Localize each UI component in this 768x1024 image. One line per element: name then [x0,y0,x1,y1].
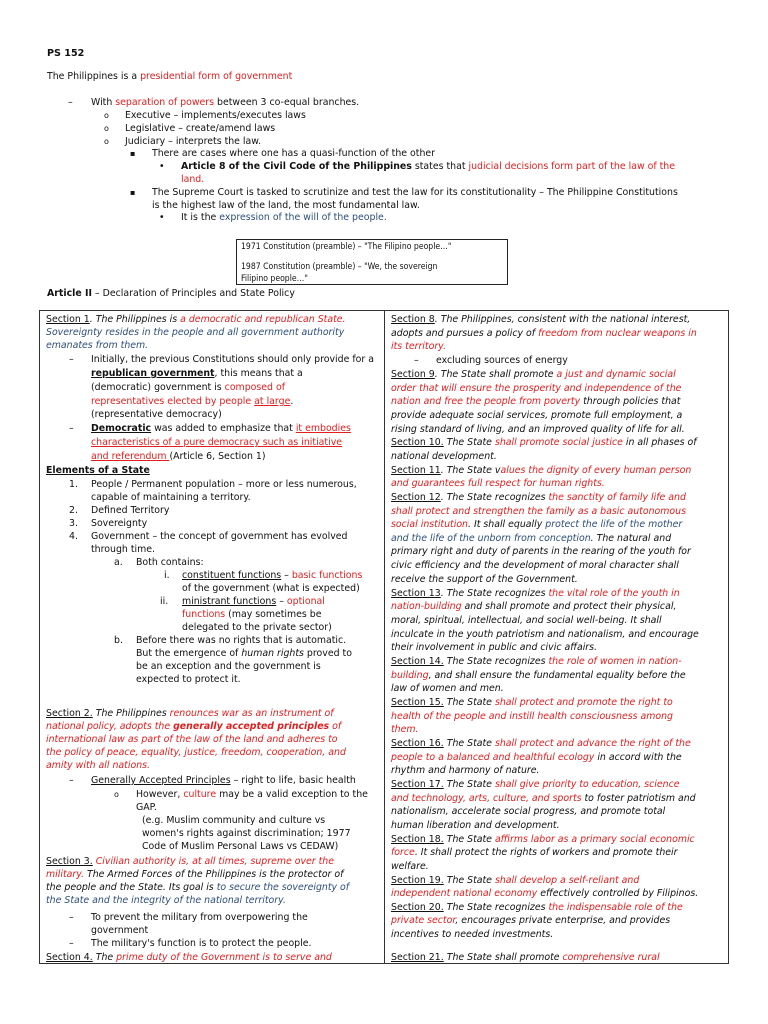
section-9-line-3 [391,395,680,409]
section-17-line-2 [391,792,696,806]
section-15-line-2: health of the people and instill health consciousness among [391,711,673,722]
section-15-line-1 [391,696,673,710]
section-21-text: The State shall promote [443,952,563,963]
element-4-line-2: through time. [91,544,155,555]
ministrant-line-3: delegated to the private sector) [182,622,332,633]
list-letter: a. [114,557,123,568]
section-9-through: through policies that [580,396,681,407]
section-18-line-2 [391,846,678,860]
section-15-text: The State [443,697,495,708]
unborn-from-conception: and the life of the unborn from conception [391,533,591,544]
shall-equally: . It shall equally [468,519,546,530]
element-3: Sovereignty [91,518,148,529]
section-12-heading: Section 12 [391,492,441,503]
article-number: Article II [47,288,92,299]
section-9-highlight: a just and dynamic social [556,369,676,380]
rights-emergence: But the emergence of [136,648,242,659]
section-18-heading: Section 18. [391,834,444,845]
section-13-line-2 [391,600,676,614]
section-14-line-2 [391,669,686,683]
section-18-line-3: welfare. [391,861,429,872]
section-16-highlight: shall protect and advance the right of the [494,738,691,749]
article-8-highlight-cont: land. [181,174,205,185]
section-8-text: . The Philippines, consistent with the national interest, [434,314,691,325]
section-13-line-4: inculcate in the youth patriotism and nationalism, and encourage [391,629,699,640]
section-2-heading: Section 2. [46,708,93,719]
foster-patriotism: to foster patriotism and [581,793,696,804]
expression-item [181,211,387,225]
healthful-ecology: people to a balanced and healthful ecology [391,752,595,763]
initially-line-1: Initially, the previous Constitutions should only provide for a [91,354,374,365]
section-14-line-1 [391,655,682,669]
section-12-line-7: receive the support of the Government. [391,574,578,585]
dash-bullet: – [69,775,74,786]
section-16-line-2 [391,751,682,765]
section-18-line-1 [391,833,695,847]
may-sometimes: (may sometimes be [225,609,322,620]
supreme-court-line-1: The Supreme Court is tasked to scrutinize and test the law for its constitutionality – The Philippine Constitutions [152,187,678,198]
circle-bullet: o [104,137,109,146]
dash-bullet: – [68,97,73,108]
constituent-functions: constituent functions [182,570,282,581]
quasi-function-item: There are cases where one has a quasi-function of the other [152,148,436,159]
intro-lead-highlight: presidential form of government [140,71,293,82]
section-3-afp: The Armed Forces of the Philippines is the protector of [84,869,344,880]
section-20-line-1 [391,901,683,915]
element-2: Defined Territory [91,505,170,516]
section-16-heading: Section 16. [391,738,444,749]
and-referendum: and referendum [91,451,170,462]
section-17-line-3: nationalism, accelerate social progress, and promote total [391,806,666,817]
at-large: at large [254,396,291,407]
excluding-energy: excluding sources of energy [436,355,568,366]
article-8-item [181,160,675,174]
section-16-line-3: rhythm and harmony of nature. [391,765,540,776]
section-20-line-2 [391,914,670,928]
section-13-line-1 [391,587,680,601]
section-14-text: The State recognizes [443,656,549,667]
dash-bullet: – [69,938,74,949]
optional: optional [286,596,325,607]
section-19-line-2 [391,887,698,901]
dot-bullet: • [159,212,165,223]
executive-item: Executive – implements/executes laws [125,110,306,121]
section-16-text: The State [443,738,495,749]
judiciary-item: Judiciary – interprets the law. [125,136,262,147]
left-column [40,311,384,963]
military-word: military. [46,869,85,880]
section-21-line-1 [391,951,660,963]
section-10-phases: in all phases of [622,437,697,448]
encourages-enterprise: , encourages private enterprise, and provides [455,915,671,926]
section-2-line-4: the policy of peace, equality, justice, freedom, cooperation, and [46,747,346,758]
prevent-line-1: To prevent the military from overpowering the [91,912,308,923]
section-15-highlight: shall protect and promote the right to [494,697,673,708]
section-1-highlight: a democratic and republican State. [180,314,346,325]
section-2-line-3: international law as part of the law of the land and adheres to [46,734,338,745]
dash-bullet: – [69,423,74,434]
section-9-line-4: provide adequate social services, promote full employment, a [391,410,683,421]
section-8-line-3: its territory. [391,341,446,352]
article-8-title: Article 8 of the Civil Code of the Philippines [181,161,412,172]
section-3-line-1 [46,855,334,869]
private-sector: private sector [391,915,456,926]
section-20-heading: Section 20. [391,902,444,913]
ministrant-functions: ministrant functions [182,596,277,607]
separation-line [91,96,359,110]
example-line-3: Code of Muslim Personal Laws vs CEDAW) [142,841,339,852]
section-8-policy: adopts and pursues a policy of [391,328,539,339]
initially-line-4 [91,395,293,409]
section-4-heading: Section 4. [46,952,93,963]
valid-exception: may be a valid exception to the [216,789,368,800]
section-21-highlight: comprehensive rural [562,952,660,963]
dash-bullet: – [414,355,419,366]
natural-and: . The natural and [590,533,672,544]
section-15-line-3: them. [391,724,419,735]
section-9-heading: Section 9 [391,369,435,380]
section-2-text: The Philippines [92,708,170,719]
list-roman: ii. [160,596,169,607]
section-19-text: The State [443,875,495,886]
initially-means: , this means that a [214,368,303,379]
sections-table [39,310,729,964]
section-4-text: The [92,952,117,963]
section-10-line-1 [391,436,697,450]
in-accord: in accord with the [594,752,682,763]
section-11-text: . The State v [440,465,501,476]
section-1-line-2: Sovereignty resides in the people and all government authority [46,327,345,338]
section-3-line-2 [46,868,343,882]
arts-culture-sports: and technology, arts, culture, and sports [391,793,582,804]
however-line-2: GAP. [136,802,157,813]
democratic-term: Democratic [91,423,152,434]
section-17-text: The State [443,779,495,790]
however-line-1 [136,788,368,802]
section-11-line-1 [391,464,691,478]
section-4-line-1 [46,951,332,963]
section-18-text: The State [443,834,495,845]
separation-highlight: separation of powers [115,97,215,108]
between-text: between 3 co-equal branches. [214,97,360,108]
preamble-box [236,239,508,285]
military-function: The military's function is to protect the people. [91,938,312,949]
article-8-highlight: judicial decisions form part of the law of the [468,161,676,172]
rights-line-4: expected to protect it. [136,674,241,685]
section-1-text: . The Philippines is [89,314,181,325]
preamble-1971: 1971 Constitution (preamble) – "The Filipino people…" [241,242,452,252]
section-2-line-2 [46,720,341,734]
page-title: PS 152 [47,48,85,59]
ministrant-line-2 [182,608,322,622]
secure-sovereignty: to secure the sovereignty of [216,882,350,893]
element-4-line-1: Government – the concept of government has evolved [91,531,348,542]
force-word: force [391,847,415,858]
example-line-1: (e.g. Muslim community and culture vs [142,815,326,826]
list-number: 3. [69,518,78,529]
national-policy: national policy, adopts the [46,721,174,732]
square-bullet: ▪ [130,149,136,158]
section-2-highlight: renounces war as an instrument of [169,708,334,719]
section-10-heading: Section 10. [391,437,444,448]
generally-accepted: generally accepted principles [173,721,330,732]
section-11-heading: Section 11 [391,465,441,476]
section-13-text: . The State recognizes [440,588,549,599]
example-line-2: women's rights against discrimination; 1977 [142,828,351,839]
preamble-1987: 1987 Constitution (preamble) – "We, the sovereign [241,262,438,272]
section-20-highlight: the indispensable role of the [548,902,683,913]
prevent-line-2: government [91,925,149,936]
dot-bullet: • [159,161,165,172]
building-word: building [391,670,429,681]
dash-sep: – [276,596,287,607]
democratic-line-1 [91,422,351,436]
section-17-highlight: shall give priority to education, science [494,779,680,790]
intro-lead [47,70,292,84]
section-14-equality: , and shall ensure the fundamental equality before the [428,670,686,681]
controlled-by-filipinos: effectively controlled by Filipinos. [537,888,699,899]
proved-to: proved to [303,648,352,659]
rights-line-3: be an exception and the government is [136,661,321,672]
of-word: of [329,721,342,732]
democratic-line-2: characteristics of a pure democracy such as initiative [91,437,343,448]
section-9-line-2: order that will ensure the prosperity and independence of the [391,383,682,394]
democratic-emphasis: was added to emphasize that [151,423,296,434]
section-3-heading: Section 3. [46,856,93,867]
section-3-line-3 [46,881,349,895]
expression-lead: It is the [181,212,220,223]
section-17-line-4: human liberation and development. [391,820,560,831]
list-number: 4. [69,531,78,542]
rights-line-1: Before there was no rights that is automatic. [136,635,347,646]
constituent-line-1 [182,569,362,583]
nation-building: nation-building [391,601,462,612]
section-16-line-1 [391,737,691,751]
section-14-line-3: law of women and men. [391,683,504,694]
section-11-highlight: alues the dignity of every human person [500,465,692,476]
article-6-ref: (Article 6, Section 1) [169,451,266,462]
section-2-line-1 [46,707,334,721]
list-number: 1. [69,479,78,490]
list-number: 2. [69,505,78,516]
section-12-line-2: shall protect and strengthen the family as a basic autonomous [391,506,686,517]
section-8-line-2 [391,327,697,341]
gap-desc: – right to life, basic health [230,775,356,786]
section-13-line-3: moral, spiritual, intellectual, and social well-being. It shall [391,615,662,626]
section-10-line-2: national development. [391,451,497,462]
gap-line [91,774,356,788]
section-17-line-1 [391,778,680,792]
with-text: With [91,97,116,108]
republican-government: republican government [91,368,215,379]
section-13-promote: and shall promote and protect their physical, [461,601,677,612]
culture-word: culture [183,789,217,800]
section-1-heading: Section 1 [46,314,90,325]
section-14-heading: Section 14. [391,656,444,667]
section-1-line-3: emanates from them. [46,340,149,351]
right-column [385,311,729,963]
circle-bullet: o [114,790,119,799]
dash-bullet: – [69,912,74,923]
functions-word: functions [182,609,226,620]
expression-highlight: expression of the will of the people. [219,212,387,223]
section-19-line-1 [391,874,639,888]
element-1-line-2: capable of maintaining a territory. [91,492,251,503]
section-9-line-1 [391,368,676,382]
square-bullet: ▪ [130,188,136,197]
initially-line-2 [91,367,303,381]
list-roman: i. [164,570,170,581]
gap-term: Generally Accepted Principles [91,775,231,786]
section-13-line-5: their involvement in public and civic affairs. [391,642,598,653]
section-11-line-2: and guarantees full respect for human rights. [391,478,605,489]
list-letter: b. [114,635,123,646]
legislative-item: Legislative – create/amend laws [125,123,276,134]
article-8-states: states that [411,161,469,172]
section-12-line-5: primary right and duty of parents in the rearing of the youth for [391,546,691,557]
section-8-line-1 [391,313,690,327]
section-2-line-5: amity with all nations. [46,760,150,771]
section-12-line-4 [391,532,671,546]
dash-sep: – [281,570,292,581]
section-9-line-5: rising standard of living, and an improved quality of life for all. [391,424,685,435]
representatives-elected: representatives elected by people [91,396,255,407]
circle-bullet: o [104,111,109,120]
section-12-line-3 [391,518,682,532]
section-13-heading: Section 13 [391,588,441,599]
section-3-goal: the people and the State. Its goal is [46,882,217,893]
section-15-heading: Section 15. [391,697,444,708]
section-19-heading: Section 19. [391,875,444,886]
article-title: – Declaration of Principles and State Policy [91,288,295,299]
section-12-line-6: civic efficiency and the development of moral character shall [391,560,679,571]
section-19-highlight: shall develop a self-reliant and [494,875,640,886]
ministrant-line-1 [182,595,325,609]
it-embodies: it embodies [295,423,351,434]
section-3-highlight: Civilian authority is, at all times, supreme over the [92,856,334,867]
section-1-line-1 [46,313,346,327]
both-contains: Both contains: [136,557,204,568]
section-3-line-4: the State and the integrity of the national territory. [46,895,286,906]
section-17-heading: Section 17. [391,779,444,790]
section-14-highlight: the role of women in nation- [548,656,682,667]
human-rights: human rights [241,648,304,659]
section-9-text: . The State shall promote [434,369,557,380]
however-text: However, [136,789,184,800]
section-13-highlight: the vital role of the youth in [548,588,680,599]
supreme-court-line-2: is the highest law of the land, the most fundamental law. [152,200,420,211]
section-20-text: The State recognizes [443,902,549,913]
circle-bullet: o [104,124,109,133]
section-12-line-1 [391,491,686,505]
dash-bullet: – [69,354,74,365]
article-heading [47,287,295,301]
section-4-highlight: prime duty of the Government is to serve and [116,952,332,963]
national-economy: independent national economy [391,888,538,899]
basic-functions: basic functions [291,570,363,581]
section-8-highlight: freedom from nuclear weapons in [538,328,697,339]
section-21-heading: Section 21. [391,952,444,963]
rights-line-2 [136,647,352,661]
section-8-heading: Section 8 [391,314,435,325]
section-12-highlight: the sanctity of family life and [548,492,686,503]
initially-line-3 [91,381,285,395]
preamble-1987-cont: Filipino people…" [241,274,308,284]
section-10-text: The State [443,437,495,448]
protect-life-mother: protect the life of the mother [545,519,683,530]
initially-line-5: (representative democracy) [91,409,222,420]
constituent-line-2: of the government (what is expected) [182,583,360,594]
social-institution: social institution [391,519,468,530]
element-1-line-1: People / Permanent population – more or less numerous, [91,479,357,490]
intro-lead-text: The Philippines is a [47,71,141,82]
section-9-poverty: nation and free the people from poverty [391,396,581,407]
elements-heading: Elements of a State [46,465,150,476]
initially-govt: (democratic) government is [91,382,225,393]
section-10-highlight: shall promote social justice [494,437,623,448]
section-20-line-3: incentives to needed investments. [391,929,554,940]
protect-workers: . It shall protect the rights of workers and promote their [414,847,678,858]
section-18-highlight: affirms labor as a primary social economic [494,834,695,845]
democratic-line-3 [91,450,266,464]
section-12-text: . The State recognizes [440,492,549,503]
period: . [290,396,294,407]
composed-of: composed of [224,382,286,393]
